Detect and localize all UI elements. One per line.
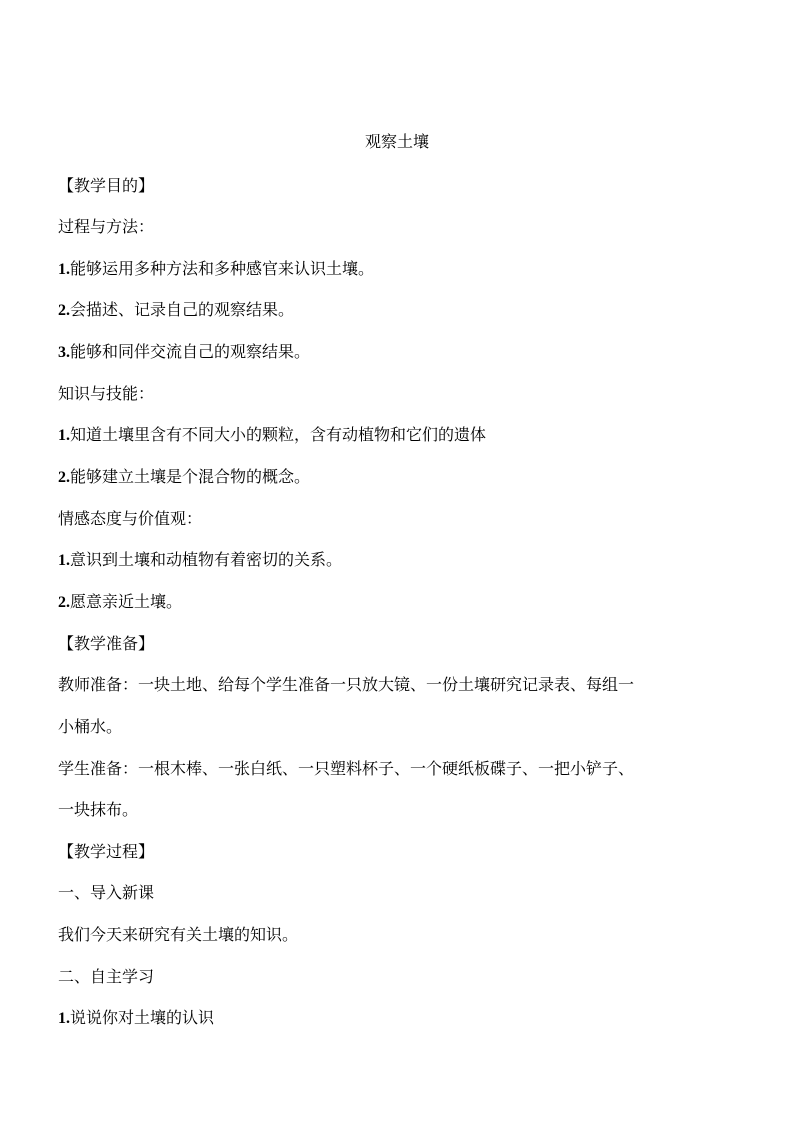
item-number: 2. xyxy=(58,469,70,486)
paragraph-line: 教师准备：一块土地、给每个学生准备一只放大镜、一份土壤研究记录表、每组一 xyxy=(58,675,635,694)
list-item xyxy=(58,1006,748,1031)
list-item xyxy=(58,257,748,282)
list-item xyxy=(58,590,748,615)
item-number: 1. xyxy=(58,1010,70,1027)
list-item xyxy=(58,298,748,323)
item-text: 能够建立土壤是个混合物的概念。 xyxy=(70,467,311,486)
subheading-introduction: 一、导入新课 xyxy=(58,883,155,902)
item-number: 3. xyxy=(58,344,70,361)
item-number: 1. xyxy=(58,427,70,444)
item-number: 2. xyxy=(58,594,70,611)
paragraph-line: 一块抹布。 xyxy=(58,800,139,819)
item-number: 2. xyxy=(58,302,70,319)
item-text: 愿意亲近土壤。 xyxy=(70,592,183,611)
item-text: 能够运用多种方法和多种感官来认识土壤。 xyxy=(70,259,375,278)
document-title: 观察土壤 xyxy=(364,132,429,151)
paragraph-line: 小桶水。 xyxy=(58,717,123,736)
subheading-attitude-values: 情感态度与价值观： xyxy=(58,509,203,528)
item-text: 意识到土壤和动植物有着密切的关系。 xyxy=(70,550,343,569)
item-text: 说说你对土壤的认识 xyxy=(70,1008,215,1027)
list-item xyxy=(58,548,748,573)
paragraph-line: 我们今天来研究有关土壤的知识。 xyxy=(58,925,299,944)
list-item xyxy=(58,423,748,448)
subheading-knowledge-skills: 知识与技能： xyxy=(58,384,155,403)
paragraph-line: 学生准备：一根木棒、一张白纸、一只塑料杯子、一个硬纸板碟子、一把小铲子、 xyxy=(58,759,635,778)
item-number: 1. xyxy=(58,261,70,278)
subheading-process-methods: 过程与方法： xyxy=(58,217,155,236)
item-number: 1. xyxy=(58,552,70,569)
section-heading-process: 【教学过程】 xyxy=(58,842,155,861)
list-item xyxy=(58,465,748,490)
subheading-self-study: 二、自主学习 xyxy=(58,967,155,986)
section-heading-objectives: 【教学目的】 xyxy=(58,176,155,195)
item-text: 会描述、记录自己的观察结果。 xyxy=(70,300,295,319)
item-text: 知道土壤里含有不同大小的颗粒，含有动植物和它们的遗体 xyxy=(70,425,487,444)
section-heading-preparation: 【教学准备】 xyxy=(58,634,155,653)
item-text: 能够和同伴交流自己的观察结果。 xyxy=(70,342,311,361)
list-item xyxy=(58,340,748,365)
